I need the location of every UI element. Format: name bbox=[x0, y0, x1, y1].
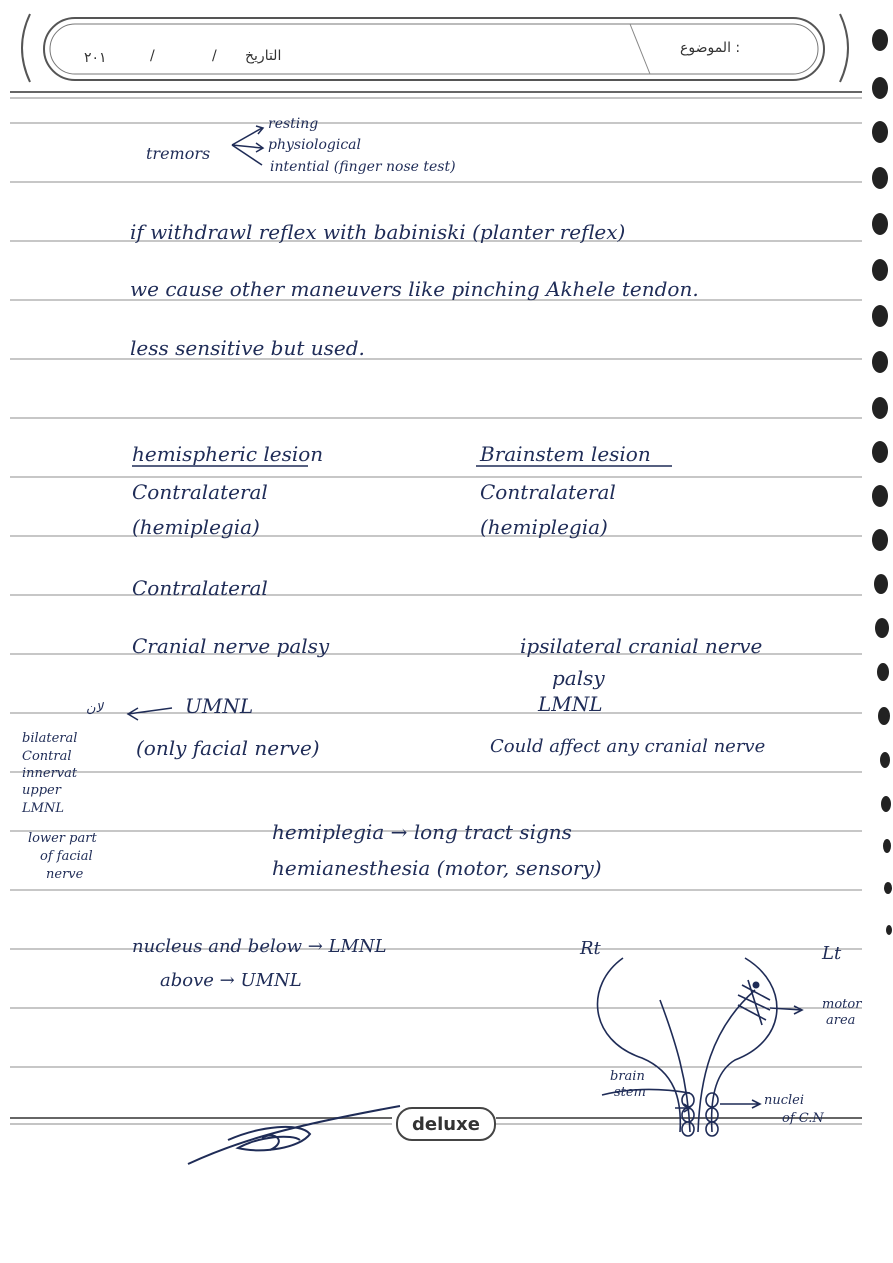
motor-area-dot bbox=[753, 982, 760, 989]
hemispheric-cn: Cranial nerve palsy bbox=[132, 634, 330, 658]
diagram-label-brain: brain bbox=[610, 1069, 645, 1084]
signature bbox=[188, 1106, 400, 1164]
margin-note-line: innervat bbox=[22, 766, 78, 781]
margin-note-line: bilateral bbox=[22, 731, 78, 746]
brainstem-cn: ipsilateral cranial nerve bbox=[520, 634, 763, 658]
tremor-arrows bbox=[232, 126, 263, 165]
brand-logo: deluxe bbox=[396, 1107, 496, 1141]
brainstem-line: (hemiplegia) bbox=[480, 515, 608, 539]
binding-holes bbox=[872, 29, 892, 935]
margin-arrow bbox=[128, 708, 172, 720]
long-tract-line: hemianesthesia (motor, sensory) bbox=[272, 856, 602, 880]
umnl-note: (only facial nerve) bbox=[136, 736, 320, 760]
hemispheric-cn: Contralateral bbox=[132, 576, 268, 600]
banner-divider bbox=[630, 24, 650, 74]
nucleus-line: above → UMNL bbox=[160, 970, 302, 991]
diagram-label-cn: of C.N bbox=[782, 1111, 824, 1126]
hemispheric-heading: hemispheric lesion bbox=[132, 442, 324, 466]
tremor-intentional: intential (finger nose test) bbox=[270, 159, 456, 175]
margin-note-line: lower part bbox=[28, 831, 97, 846]
margin-note-line: nerve bbox=[46, 867, 84, 882]
paragraph-line: we cause other maneuvers like pinching Akhele tendon. bbox=[130, 277, 699, 301]
brainstem-line: Contralateral bbox=[480, 480, 616, 504]
banner-left-curl bbox=[22, 14, 30, 82]
date-separator: / bbox=[150, 48, 155, 64]
margin-note-line: LMNL bbox=[22, 801, 64, 816]
nucleus-line: nucleus and below → LMNL bbox=[132, 936, 387, 957]
margin-note-line: upper bbox=[22, 783, 61, 798]
diagram-label-nuclei: nuclei bbox=[764, 1093, 805, 1108]
long-tract-line: hemiplegia → long tract signs bbox=[272, 820, 572, 844]
lmnl-note: Could affect any cranial nerve bbox=[490, 736, 766, 757]
date-label: التاريخ bbox=[245, 48, 282, 64]
date-year: ٢٠١ bbox=[84, 50, 107, 66]
tremors-word: tremors bbox=[146, 144, 211, 163]
diagram-label-lt: Lt bbox=[822, 943, 842, 964]
diagram-label-motor: motor bbox=[822, 997, 862, 1012]
subject-label: الموضوع : bbox=[680, 40, 741, 56]
hemispheric-line: (hemiplegia) bbox=[132, 515, 260, 539]
lmnl-label: LMNL bbox=[538, 692, 603, 716]
diagram-label-rt: Rt bbox=[580, 938, 601, 959]
paragraph-line: less sensitive but used. bbox=[130, 336, 365, 360]
brainstem-cn: palsy bbox=[552, 666, 605, 690]
tremor-resting: resting bbox=[268, 116, 319, 132]
margin-note-line: Contral bbox=[22, 749, 72, 764]
tremor-physiological: physiological bbox=[268, 137, 361, 153]
paragraph-line: if withdrawl reflex with babiniski (planter reflex) bbox=[130, 220, 626, 244]
hemispheric-line: Contralateral bbox=[132, 480, 268, 504]
margin-note-line: لان bbox=[86, 701, 103, 716]
diagram-label-stem: stem bbox=[614, 1085, 646, 1100]
diagram-label-area: area bbox=[826, 1013, 856, 1028]
date-separator: / bbox=[212, 48, 217, 64]
margin-note-line: of facial bbox=[40, 849, 93, 864]
banner-right-curl bbox=[840, 14, 848, 82]
umnl-label: UMNL bbox=[185, 694, 254, 718]
brainstem-heading: Brainstem lesion bbox=[480, 442, 651, 466]
